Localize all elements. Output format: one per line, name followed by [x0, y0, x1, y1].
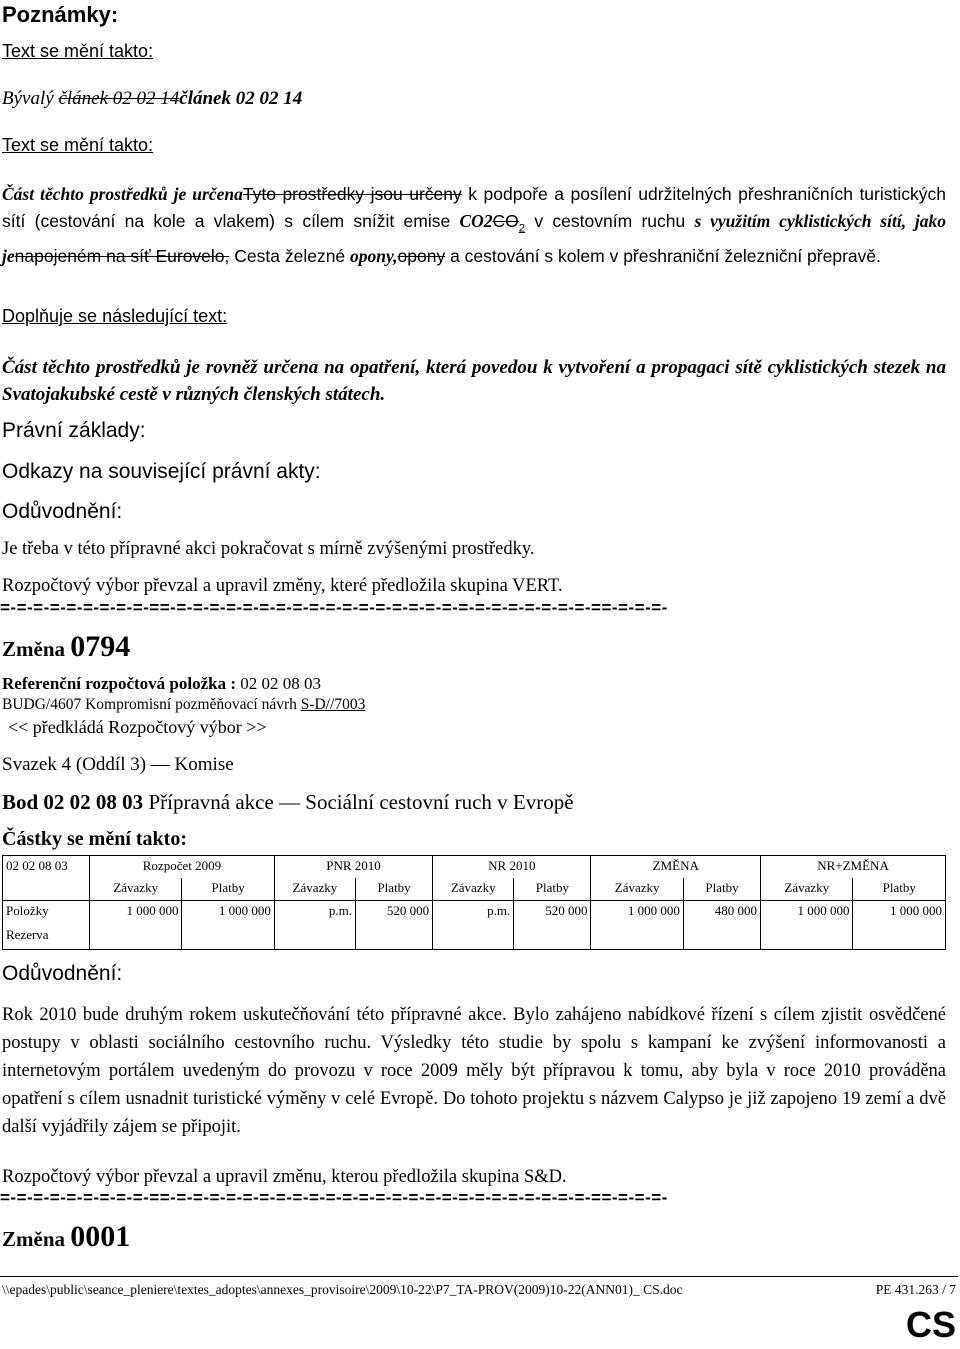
plain-text: a cestování s kolem v přeshraniční železniční přepravě. [445, 245, 881, 266]
table-cell: p.m. [274, 901, 355, 926]
inserted-text: opony, [350, 245, 398, 266]
table-cell: 520 000 [514, 901, 591, 926]
table-cell [433, 925, 514, 950]
table-cell [683, 925, 760, 950]
language-code: CS [905, 1304, 956, 1345]
committee-note-2: Rozpočtový výbor převzal a upravil změnu, kterou předložila skupina S&D. [2, 1167, 567, 1187]
budget-table [2, 855, 946, 950]
column-header: Závazky [274, 878, 355, 901]
row-label: Rezerva [3, 925, 90, 950]
table-row [3, 901, 946, 926]
table-cell: 520 000 [355, 901, 432, 926]
committee-note: Rozpočtový výbor převzal a upravil změny, které předložila skupina VERT. [2, 576, 563, 596]
justification-heading: Odůvodnění: [2, 500, 123, 523]
submitted-by: << předkládá Rozpočtový výbor >> [8, 717, 267, 737]
inserted-text: CO2 [459, 211, 493, 231]
plain-text: k podpoře a posílení udržitelných přeshraničních turistických sítí (cestování na kole a vlakem) s cílem snížit emise [2, 184, 946, 231]
separator: =-=-=-=-=-=-=-=-=-==-=-=-=-=-=-=-=-=-=-=-=-=-=-=-=-=-=-=-=-=-=-=-=-=-=-==-=-=-=- [0, 598, 668, 617]
inserted-text: s využitím cyklistických sítí, jako je [2, 211, 946, 266]
row-label: Položky [3, 901, 90, 926]
table-cell: 1 000 000 [853, 901, 946, 926]
notes-heading: Poznámky: [2, 2, 119, 27]
amendment-link[interactable]: S-D//7003 [300, 696, 366, 713]
added-paragraph: Část těchto prostředků je rovněž určena na opatření, která povedou k vytvoření a propagaci sítě cyklistických stezek na Svatojakubské cestě v různých členských státech. [2, 357, 946, 405]
former-article-line [2, 88, 948, 110]
table-cell [853, 925, 946, 950]
table-cell: 1 000 000 [761, 901, 853, 926]
column-header: Závazky [433, 878, 514, 901]
table-cell [514, 925, 591, 950]
table-header-row [3, 856, 946, 879]
text-changes-label-2: Text se mění takto: [2, 135, 154, 155]
amendment-number-2: 0001 [70, 1220, 131, 1253]
table-cell [591, 925, 683, 950]
column-header: Závazky [591, 878, 683, 901]
column-header: Platby [355, 878, 432, 901]
table-cell: 1 000 000 [591, 901, 683, 926]
table-cell [182, 925, 274, 950]
inserted-article: článek 02 02 14 [179, 88, 303, 109]
column-header: Platby [514, 878, 591, 901]
table-cell: 1 000 000 [182, 901, 274, 926]
table-cell [355, 925, 432, 950]
table-cell: 480 000 [683, 901, 760, 926]
amendment-number: 0794 [70, 630, 131, 663]
plain-text: v cestovním ruchu [525, 211, 695, 231]
item-title: Bod 02 02 08 03 Přípravná akce — Sociální cestovní ruch v Evropě [2, 790, 574, 814]
table-cell [761, 925, 853, 950]
reference-label: Referenční rozpočtová položka : [2, 674, 241, 693]
deleted-text: opony [397, 245, 446, 266]
amendment-title: Změna 0794 [2, 630, 131, 663]
deleted-article: článek 02 02 14 [58, 88, 180, 109]
footer-path: \\epades\public\seance_pleniere\textes_adoptes\annexes_provisoire\2009\10-22\P7_TA-PROV(2009)10-22(ANN01)_ CS.doc [2, 1282, 683, 1297]
column-header: Závazky [761, 878, 853, 901]
column-group: NR+ZMĚNA [761, 856, 946, 879]
addition-label: Doplňuje se následující text: [2, 306, 228, 326]
column-header: Platby [683, 878, 760, 901]
amendment-title-2: Změna 0001 [2, 1220, 131, 1253]
justification-heading-2: Odůvodnění: [2, 962, 123, 985]
table-cell: p.m. [433, 901, 514, 926]
former-article-prefix: Bývalý [2, 88, 59, 109]
volume-section: Svazek 4 (Oddíl 3) — Komise [2, 754, 234, 775]
empty-cell [3, 878, 90, 901]
justification-text-2: Rok 2010 bude druhým rokem uskutečňování této přípravné akce. Bylo zahájeno nabídkové řízení s cílem zjistit osvědčené postupy v oblasti sociálního cestovního ruchu. Výsledky této studie by spolu s kampaní ke zvýšení informovanosti a internetovým portálem uvedeným do provozu v roce 2009 měly být přípravou k tomu, aby byla v roce 2010 prováděna opatření s cílem usnadnit turistické výměny v celé Evropě. Do tohoto projektu s názvem Calypso je již zapojeno 19 zemí a dvě další vyjádřily zájem se připojit. [2, 1005, 946, 1137]
table-code: 02 02 08 03 [3, 856, 90, 879]
legal-basis-heading: Právní základy: [2, 419, 146, 442]
column-group: ZMĚNA [591, 856, 761, 879]
column-header: Závazky [90, 878, 182, 901]
deleted-text: $CO_2$ [492, 211, 526, 235]
plain-text: Cesta železné [229, 245, 351, 266]
footer-page-ref: PE 431.263 / 7 [875, 1282, 956, 1297]
footer-divider [0, 1276, 958, 1277]
deleted-text: Tyto prostředky jsou určeny [242, 184, 462, 204]
column-group: Rozpočet 2009 [90, 856, 275, 879]
deleted-text: napojeném na síť Eurovelo, [14, 245, 230, 266]
column-header: Platby [853, 878, 946, 901]
table-cell [90, 925, 182, 950]
text-changes-label: Text se mění takto: [2, 41, 154, 61]
related-acts-heading: Odkazy na související právní akty: [2, 460, 321, 483]
inserted-text: Část těchto prostředků je určena [2, 184, 243, 204]
column-group: PNR 2010 [274, 856, 432, 879]
table-row [3, 925, 946, 950]
budget-reference [2, 674, 948, 694]
amounts-heading: Částky se mění takto: [2, 828, 187, 850]
budg-line: BUDG/4607 Kompromisní pozměňovací návrh S-D//7003 [2, 696, 366, 713]
table-cell [274, 925, 355, 950]
reference-value: 02 02 08 03 [240, 674, 322, 693]
column-header: Platby [182, 878, 274, 901]
column-group: NR 2010 [433, 856, 591, 879]
table-cell: 1 000 000 [90, 901, 182, 926]
amended-paragraph [2, 181, 946, 270]
table-subheader-row [3, 878, 946, 901]
justification-text: Je třeba v této přípravné akci pokračovat s mírně zvýšenými prostředky. [2, 539, 535, 559]
separator-2: =-=-=-=-=-=-=-=-=-==-=-=-=-=-=-=-=-=-=-=-=-=-=-=-=-=-=-=-=-=-=-=-=-=-=-==-=-=-=- [0, 1188, 668, 1207]
